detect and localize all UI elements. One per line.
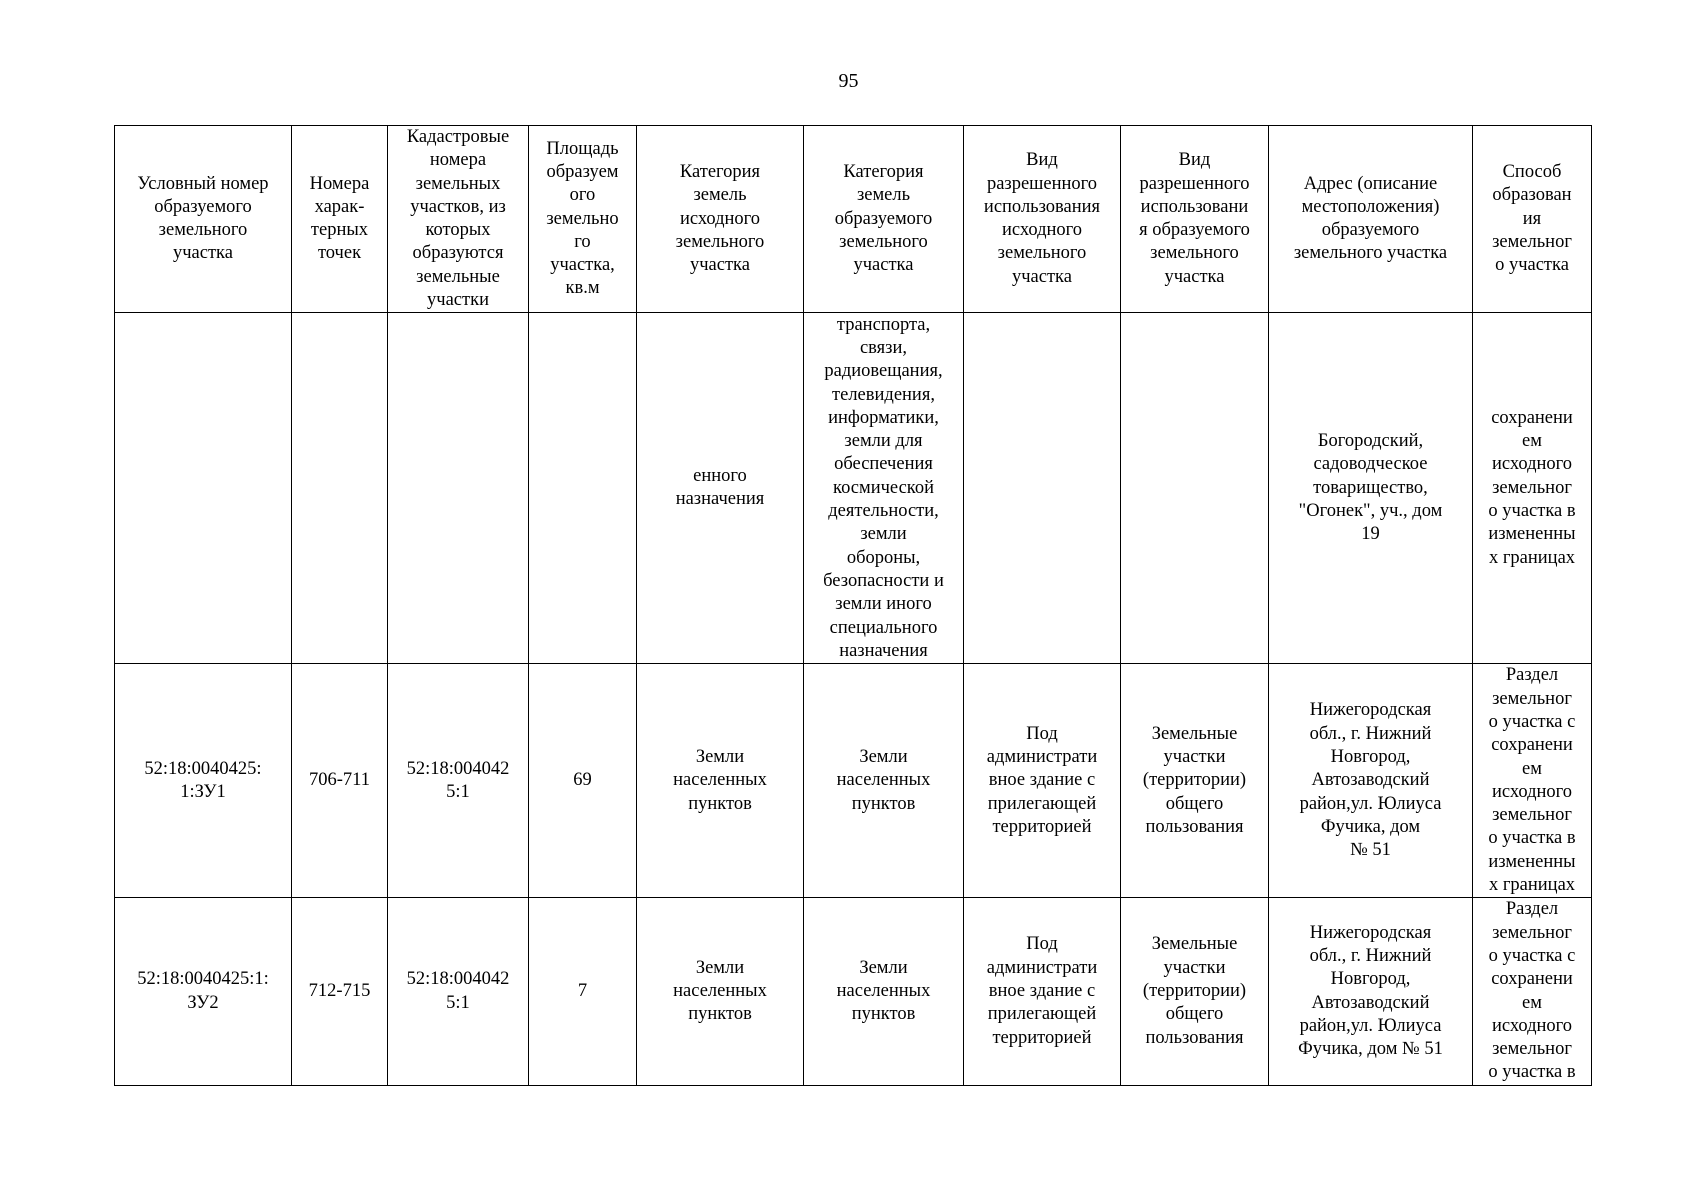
header-conditional-number: Условный номер образуемого земельного участка <box>115 126 292 313</box>
header-cadastral-numbers: Кадастровые номера земельных участков, из которых образуются земельные участки <box>388 126 529 313</box>
table-cell: 7 <box>529 898 637 1085</box>
table-cell <box>292 313 388 664</box>
table-cell: сохранени ем исходного земельног о участка в измененны х границах <box>1473 313 1592 664</box>
table-cell <box>1121 313 1269 664</box>
header-characteristic-points: Номера харак- терных точек <box>292 126 388 313</box>
table-cell: 52:18:004042 5:1 <box>388 664 529 898</box>
table-cell: Раздел земельног о участка с сохранени ем исходного земельног о участка в <box>1473 898 1592 1085</box>
table-cell: енного назначения <box>637 313 804 664</box>
table-cell <box>964 313 1121 664</box>
table-cell: 52:18:0040425: 1:ЗУ1 <box>115 664 292 898</box>
page-number: 95 <box>838 70 859 92</box>
table-cell: Под администрати вное здание с прилегающей территорией <box>964 664 1121 898</box>
header-area: Площадь образуем ого земельно го участка, кв.м <box>529 126 637 313</box>
table-cell: Земли населенных пунктов <box>637 664 804 898</box>
header-new-permitted-use: Вид разрешенного использовани я образуемого земельного участка <box>1121 126 1269 313</box>
table-cell: Земли населенных пунктов <box>637 898 804 1085</box>
table-cell: Раздел земельног о участка с сохранени ем исходного земельног о участка в измененны х границах <box>1473 664 1592 898</box>
table-cell: Земельные участки (территории) общего пользования <box>1121 898 1269 1085</box>
table-cell: 712-715 <box>292 898 388 1085</box>
table-cell: Под администрати вное здание с прилегающей территорией <box>964 898 1121 1085</box>
table-cell: 52:18:004042 5:1 <box>388 898 529 1085</box>
table-cell: Земли населенных пунктов <box>804 664 964 898</box>
table-cell: 69 <box>529 664 637 898</box>
table-cell <box>388 313 529 664</box>
header-formation-method: Способ образован ия земельног о участка <box>1473 126 1592 313</box>
table-cell <box>529 313 637 664</box>
header-source-permitted-use: Вид разрешенного использования исходного земельного участка <box>964 126 1121 313</box>
table-row-continuation <box>115 313 1592 664</box>
table-cell: 706-711 <box>292 664 388 898</box>
table-cell: Земли населенных пунктов <box>804 898 964 1085</box>
land-plots-table <box>114 125 1592 1086</box>
table-cell: 52:18:0040425:1: ЗУ2 <box>115 898 292 1085</box>
table-cell: транспорта, связи, радиовещания, телевидения, информатики, земли для обеспечения космической деятельности, земли обороны, безопасности и земли иного специального назначения <box>804 313 964 664</box>
table-header-row <box>115 126 1592 313</box>
header-address: Адрес (описание местоположения) образуемого земельного участка <box>1269 126 1473 313</box>
table-row <box>115 664 1592 898</box>
table-cell: Земельные участки (территории) общего пользования <box>1121 664 1269 898</box>
table-row <box>115 898 1592 1085</box>
table-cell <box>115 313 292 664</box>
header-source-land-category: Категория земель исходного земельного участка <box>637 126 804 313</box>
table-cell: Нижегородская обл., г. Нижний Новгород, Автозаводский район,ул. Юлиуса Фучика, дом № 51 <box>1269 898 1473 1085</box>
header-new-land-category: Категория земель образуемого земельного участка <box>804 126 964 313</box>
table-cell: Нижегородская обл., г. Нижний Новгород, Автозаводский район,ул. Юлиуса Фучика, дом № 51 <box>1269 664 1473 898</box>
table-cell: Богородский, садоводческое товарищество, "Огонек", уч., дом 19 <box>1269 313 1473 664</box>
